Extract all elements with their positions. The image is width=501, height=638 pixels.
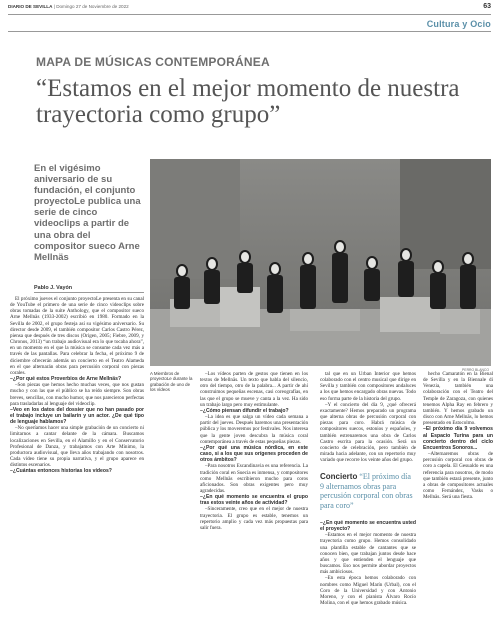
body-paragraph: –Para nosotros Escandinavia es una referencia. La tradición coral en Suecia es inmensa, y compositores como Mellnäs escribieron mucho para coros aficionados. Son obras exigentes pero muy agradecidas. — [200, 463, 308, 494]
interview-question: –¿Por qué una música nórdica, en este caso, si a los que sus orígenes proceden de otros ámbitos? — [200, 444, 308, 464]
photo-credit: PERRO BLANCO — [462, 368, 489, 372]
body-paragraph: –Son piezas que hemos hecho muchas veces, que nos gustan mucho y con las que el público se ha reído siempre. Son obras breves, sencillas, con mucho humor, que nos parecieron perfectas para trasladarlas al lenguaje del videoclip. — [10, 382, 144, 407]
body-paragraph: –Los vídeos parten de gestos que tienen en los textos de Mellnäs. Un texto que habla del silencio, otro del tiempo, otro de la palabra... A partir de ahí construimos pequeñas escenas, casi coreografías, en las que el grupo se mueve y canta a la vez. Ha sido un trabajo largo pero muy estimulante. — [200, 371, 308, 408]
section-rule — [8, 31, 491, 32]
separator: | — [53, 4, 57, 9]
interview-question: –¿En qué momento se encuentra usted el proyecto? — [320, 520, 416, 533]
body-paragraph: –Sinceramente, creo que en el mejor de nuestra trayectoria. El grupo es estable, tenemos un repertorio amplio y cada vez más propuestas para salir fuera. — [200, 506, 308, 531]
body-column-3 — [320, 371, 416, 467]
interview-question: –¿Cuántas entonces historias los vídeos? — [10, 468, 112, 475]
body-column-2 — [200, 371, 308, 531]
paper-name: DIARIO DE SEVILLA — [8, 4, 53, 9]
interview-question: –Veo en los datos del dossier que no han pasado por el trabajo incluye un bailarín y un actor. ¿De qué tipo de lenguaje hablamos? — [10, 406, 144, 426]
photo — [150, 159, 491, 366]
interview-question: –¿Por qué estos Proverbios de Arne Mellnäs? — [10, 376, 122, 383]
interview-question: –El próximo día 9 volvemos al Espacio Turina para un concierto dentro del ciclo Encuentros Sonoros... — [423, 426, 493, 451]
byline: Pablo J. Vayón — [34, 285, 73, 291]
body-paragraph: –En esta época hemos colaborado con nombres como Miguel Marín (Urbal), con el Coro de la Universidad y con Antonio Moreno, y con el pianista Álvaro Rocío Molina, con el que hemos grabado música. — [320, 575, 416, 607]
headline: “Estamos en el mejor momento de nuestra trayectoria como grupo” — [36, 75, 460, 128]
interview-question: –¿En qué momento se encuentra el grupo tras estos veinte años de actividad? — [200, 494, 308, 507]
interview-question: –¿Cómo piensan difundir el trabajo? — [200, 407, 289, 414]
body-paragraph: –Alternaremos obras de percusión corporal con obras de coro a capela. El Gesualdo es una referencia para nosotros, de modo que también estará presente, junto a obras de compositores actuales como Fernández, Vasks o Mellnäs. Será una fiesta. — [423, 451, 493, 501]
body-paragraph: –La idea es que salga un vídeo cada semana a partir del jueves. Después haremos una presentación pública y los moveremos por festivales. Nos interesa que la gente joven descubra la música coral contemporánea a través de estas pequeñas piezas. — [200, 414, 308, 445]
body-column-5 — [423, 371, 493, 633]
header-rule — [8, 14, 491, 15]
deck: En el vigésimo aniversario de su fundación, el conjunto proyectoLe publica una serie de cinco videoclips a partir de una obra del compositor sueco Arne Mellnäs — [34, 163, 141, 263]
pull-quote-text: “El próximo día 9 alternamos obras para percusión corporal con obras para coro” — [320, 472, 413, 510]
body-paragraph: –Y el concierto del día 9, ¿qué ofrecerá exactamente? Hemos preparado un programa que alterna obras de percusión corporal con piezas para coro. Habrá música de compositores suecos, estonios y españoles, y también estrenaremos una obra de Carlos Castro escrita para la ocasión. Será un concierto de celebración, pero también de mirada hacia adelante, con un repertorio muy variado que recorre los veinte años del grupo. — [320, 401, 416, 464]
photo-illustration — [150, 159, 491, 366]
body-paragraph: hecho Camaratón en la Bienal de Sevilla y en la Biennale di Venezia, también una colaboración con el Teatro del Temple de Zaragoza, con quienes tenemos Alpha Ray en febrero y también. Y hemos grabado un disco con Arne Mellnäs, lo hemos presentado en Estocolmo. — [423, 371, 493, 427]
body-column-4 — [320, 520, 416, 632]
issue-date: Domingo 27 de Noviembre de 2022 — [56, 4, 129, 9]
page-number: 63 — [483, 3, 491, 10]
body-column-1 — [10, 296, 144, 475]
photo-caption: A Miembros de proyectoLe durante la grabación de uno de los vídeos — [150, 371, 193, 392]
paper-header — [8, 4, 129, 9]
body-paragraph: El próximo jueves el conjunto proyectoLe presenta en su canal de YouTube el primero de una serie de cinco videoclips sobre obras tomadas de la suite Anthology, que el compositor sueco Arne Mellnäs (1933-2002) escribió en 1980. Formado en la Sevilla de 2002, el grupo festeja así su vigésimo aniversario. Su director desde 2009, el también compositor Carlos Castro Pérez, piensa que después de tres discos (Origen, 2005; Fiebre, 2009, y Chronos, 2013) “un trabajo audiovisual era lo que tocaba ahora”, en un momento en el que la música se consume cada vez más a través de las pantallas. Para celebrar la fecha, el próximo 9 de diciembre ofrecerán además un concierto en el Teatro Alameda en el que alternarán obras para percusión corporal con piezas corales. — [10, 296, 144, 376]
body-paragraph: –No queríamos hacer una simple grabación de un concierto ni limitarnos a cantar delante de la cámara. Buscamos localizaciones en Sevilla, en el Alamillo y en el Conservatorio Profesional de Danza, y trabajamos con Arte Mínimo, la productora audiovisual, que lleva años trabajando con nosotros. Cada vídeo tiene su propia narrativa, y el grupo aparece en distintos escenarios. — [10, 425, 144, 469]
body-paragraph: –Estamos en el mejor momento de nuestra trayectoria como grupo. Hemos consolidado una plantilla estable de cantantes que se conocen bien, que trabajan juntos desde hace años y que entienden el lenguaje que buscamos. Eso nos permite abordar proyectos más ambiciosos. — [320, 532, 416, 576]
pull-quote-lead: Concierto — [320, 472, 358, 481]
section-label: Cultura y Ocio — [426, 19, 491, 29]
kicker: MAPA DE MÚSICAS CONTEMPORÁNEA — [36, 55, 270, 69]
body-paragraph: tal que en un Urban Interior que hemos colaborado con el centro musical que dirige en Sevilla y también con compositores andaluces a los que hemos encargado obras nuevas. Todo eso forma parte de la historia del grupo. — [320, 371, 416, 402]
pull-quote — [320, 472, 416, 510]
